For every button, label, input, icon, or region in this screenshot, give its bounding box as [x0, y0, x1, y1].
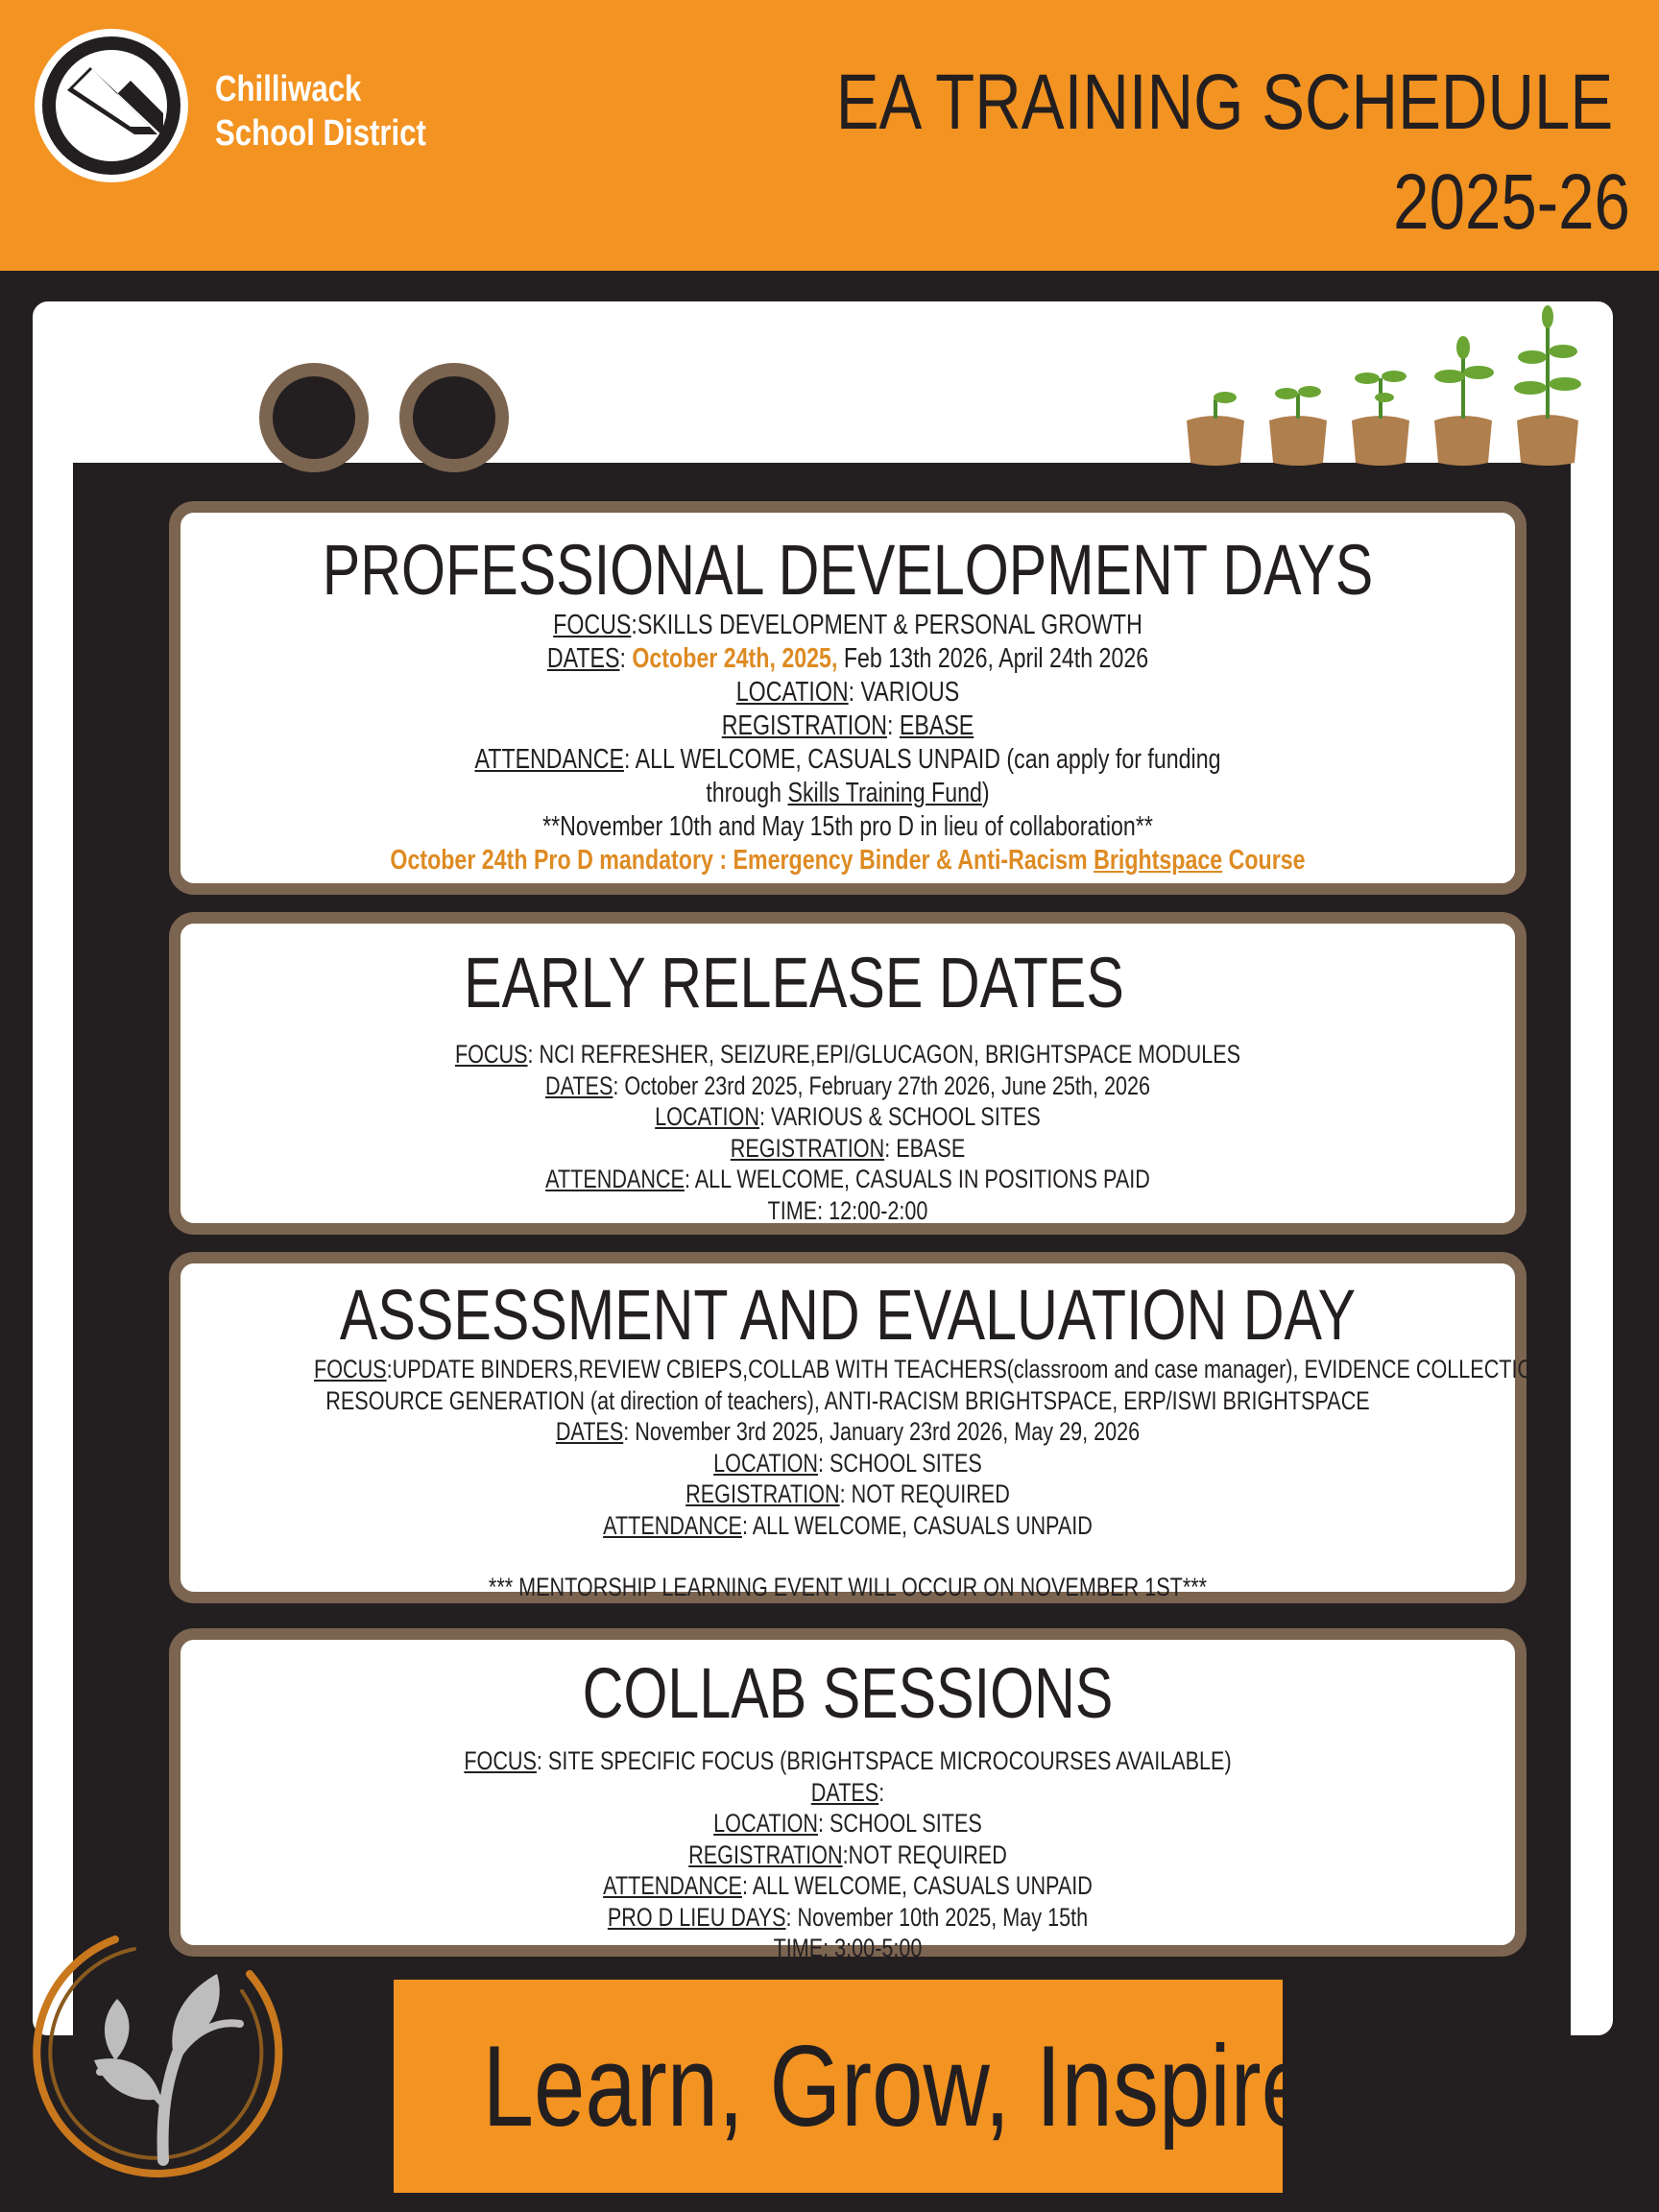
header-banner — [0, 0, 1659, 271]
location-label: LOCATION — [655, 1102, 759, 1131]
dates-value: : — [878, 1777, 885, 1807]
location-label: LOCATION — [713, 1809, 818, 1838]
assessment-dates — [314, 1416, 1382, 1448]
dates-value: : October 23rd 2025, February 27th 2026, June 25th, 2026 — [613, 1070, 1150, 1100]
focus-label: FOCUS — [553, 610, 632, 640]
collab-time: TIME: 3:00-5:00 — [773, 1934, 923, 1962]
collab-lieu-days — [314, 1902, 1382, 1934]
dates-value: : November 3rd 2025, January 23rd 2026, May 29, 2026 — [623, 1417, 1141, 1446]
dates-label: DATES — [555, 1417, 624, 1446]
focus-label: FOCUS — [454, 1040, 528, 1069]
attendance-label: ATTENDANCE — [474, 744, 625, 775]
dates-label: DATES — [810, 1777, 879, 1807]
slogan-banner — [394, 1980, 1313, 2193]
dates-value: Feb 13th 2026, April 24th 2026 — [837, 643, 1149, 674]
page-year: 2025-26 — [1393, 158, 1630, 246]
ebase-link[interactable]: EBASE — [899, 710, 974, 741]
collab-dates — [314, 1777, 1382, 1809]
location-label: LOCATION — [713, 1448, 818, 1478]
brightspace-link[interactable]: Brightspace — [1094, 845, 1223, 876]
pro-d-registration — [314, 709, 1382, 743]
seedling-pots — [1177, 298, 1599, 467]
early-release-attendance — [314, 1164, 1382, 1195]
district-name-line2: School District — [215, 113, 426, 154]
pro-d-attendance — [314, 743, 1382, 777]
attendance-value: : ALL WELCOME, CASUALS UNPAID — [741, 1510, 1093, 1540]
early-release-dates — [314, 1070, 1382, 1102]
pro-d-dates — [314, 642, 1382, 676]
pro-d-title: PROFESSIONAL DEVELOPMENT DAYS — [322, 530, 1374, 610]
assessment-card — [169, 1252, 1554, 1603]
page-title: EA TRAINING SCHEDULE — [835, 59, 1613, 146]
assessment-title: ASSESSMENT AND EVALUATION DAY — [339, 1275, 1357, 1355]
location-value: : SCHOOL SITES — [817, 1809, 982, 1838]
attendance-value: : ALL WELCOME, CASUALS UNPAID (can apply for funding — [624, 744, 1221, 775]
early-release-focus — [314, 1039, 1382, 1070]
district-name — [215, 67, 426, 156]
pro-d-focus — [314, 609, 1382, 642]
binder-ring-icon — [259, 363, 369, 472]
district-mountain-logo-icon — [35, 29, 188, 182]
assessment-registration — [314, 1479, 1382, 1510]
collab-title: COLLAB SESSIONS — [582, 1653, 1114, 1733]
pro-d-mandatory — [314, 844, 1382, 878]
assessment-focus-cont: RESOURCE GENERATION (at direction of teachers), ANTI-RACISM BRIGHTSPACE, ERP/ISWI BRIGHTSPACE — [325, 1385, 1370, 1415]
collab-location — [314, 1808, 1382, 1839]
focus-label: FOCUS — [464, 1746, 537, 1775]
dates-sep: : — [619, 643, 633, 674]
pro-d-attendance-cont — [314, 777, 1382, 810]
pro-d-note: **November 10th and May 15th pro D in lieu of collaboration** — [542, 811, 1153, 842]
attendance-label: ATTENDANCE — [603, 1510, 742, 1540]
location-label: LOCATION — [735, 677, 849, 708]
collab-attendance — [314, 1870, 1382, 1902]
sprout-emblem-icon — [29, 1916, 298, 2185]
seedling-pot-icon — [1352, 371, 1409, 466]
early-release-location — [314, 1101, 1382, 1133]
district-logo — [35, 29, 188, 182]
dates-highlight: October 24th, 2025, — [632, 643, 838, 674]
attendance-value: : ALL WELCOME, CASUALS UNPAID — [741, 1871, 1093, 1900]
registration-value: : EBASE — [884, 1133, 966, 1163]
location-value: : VARIOUS & SCHOOL SITES — [758, 1102, 1041, 1131]
focus-value: : SITE SPECIFIC FOCUS (BRIGHTSPACE MICROCOURSES AVAILABLE) — [536, 1746, 1232, 1775]
mandatory-post: Course — [1222, 845, 1306, 876]
assessment-location — [314, 1448, 1382, 1479]
assessment-focus — [314, 1354, 1554, 1385]
district-name-line1: Chilliwack — [215, 69, 362, 109]
mentorship-note: *** MENTORSHIP LEARNING EVENT WILL OCCUR ON NOVEMBER 1ST*** — [488, 1573, 1208, 1601]
registration-value: : NOT REQUIRED — [839, 1479, 1010, 1508]
slogan-text: Learn, Grow, Inspire — [482, 2022, 1313, 2151]
location-value: : SCHOOL SITES — [817, 1448, 982, 1478]
early-release-time: TIME: 12:00-2:00 — [767, 1195, 928, 1225]
lieu-label: PRO D LIEU DAYS — [607, 1902, 786, 1932]
attendance-cont-pre: through — [706, 778, 788, 808]
seedling-pot-icon — [1187, 392, 1244, 466]
attendance-label: ATTENDANCE — [545, 1165, 685, 1193]
early-release-card — [169, 912, 1527, 1235]
dates-label: DATES — [546, 643, 620, 674]
dates-label: DATES — [545, 1070, 613, 1100]
seedling-pot-icon — [1269, 386, 1327, 466]
assessment-attendance — [314, 1510, 1382, 1542]
mandatory-pre: October 24th Pro D mandatory : Emergency Binder & Anti-Racism — [390, 845, 1094, 876]
seedling-pot-icon — [1514, 305, 1581, 466]
collab-focus — [314, 1745, 1382, 1777]
focus-value: :UPDATE BINDERS,REVIEW CBIEPS,COLLAB WITH TEACHERS(classroom and case manager), EVIDENCE COLLECTION, — [386, 1355, 1554, 1383]
registration-label: REGISTRATION — [730, 1133, 885, 1163]
collab-registration — [314, 1839, 1382, 1871]
focus-label: FOCUS — [314, 1355, 387, 1383]
early-release-title: EARLY RELEASE DATES — [464, 943, 1124, 1022]
skills-training-fund-link[interactable]: Skills Training Fund — [787, 778, 982, 808]
seedling-pot-icon — [1434, 336, 1494, 466]
registration-sep: : — [887, 710, 900, 741]
registration-label: REGISTRATION — [685, 1479, 840, 1508]
pro-d-card — [169, 501, 1527, 895]
pro-d-location — [314, 676, 1382, 709]
focus-value: :SKILLS DEVELOPMENT & PERSONAL GROWTH — [631, 610, 1142, 640]
binder-ring-icon — [399, 363, 509, 472]
attendance-label: ATTENDANCE — [603, 1871, 742, 1900]
lieu-value: : November 10th 2025, May 15th — [785, 1902, 1089, 1932]
registration-label: REGISTRATION — [721, 710, 888, 741]
attendance-cont-post: ) — [981, 778, 990, 808]
early-release-registration — [314, 1133, 1382, 1165]
location-value: : VARIOUS — [848, 677, 960, 708]
attendance-value: : ALL WELCOME, CASUALS IN POSITIONS PAID — [684, 1165, 1150, 1193]
registration-value: :NOT REQUIRED — [842, 1839, 1007, 1869]
collab-card — [169, 1628, 1527, 1962]
focus-value: : NCI REFRESHER, SEIZURE,EPI/GLUCAGON, BRIGHTSPACE MODULES — [527, 1040, 1241, 1069]
registration-label: REGISTRATION — [688, 1839, 843, 1869]
